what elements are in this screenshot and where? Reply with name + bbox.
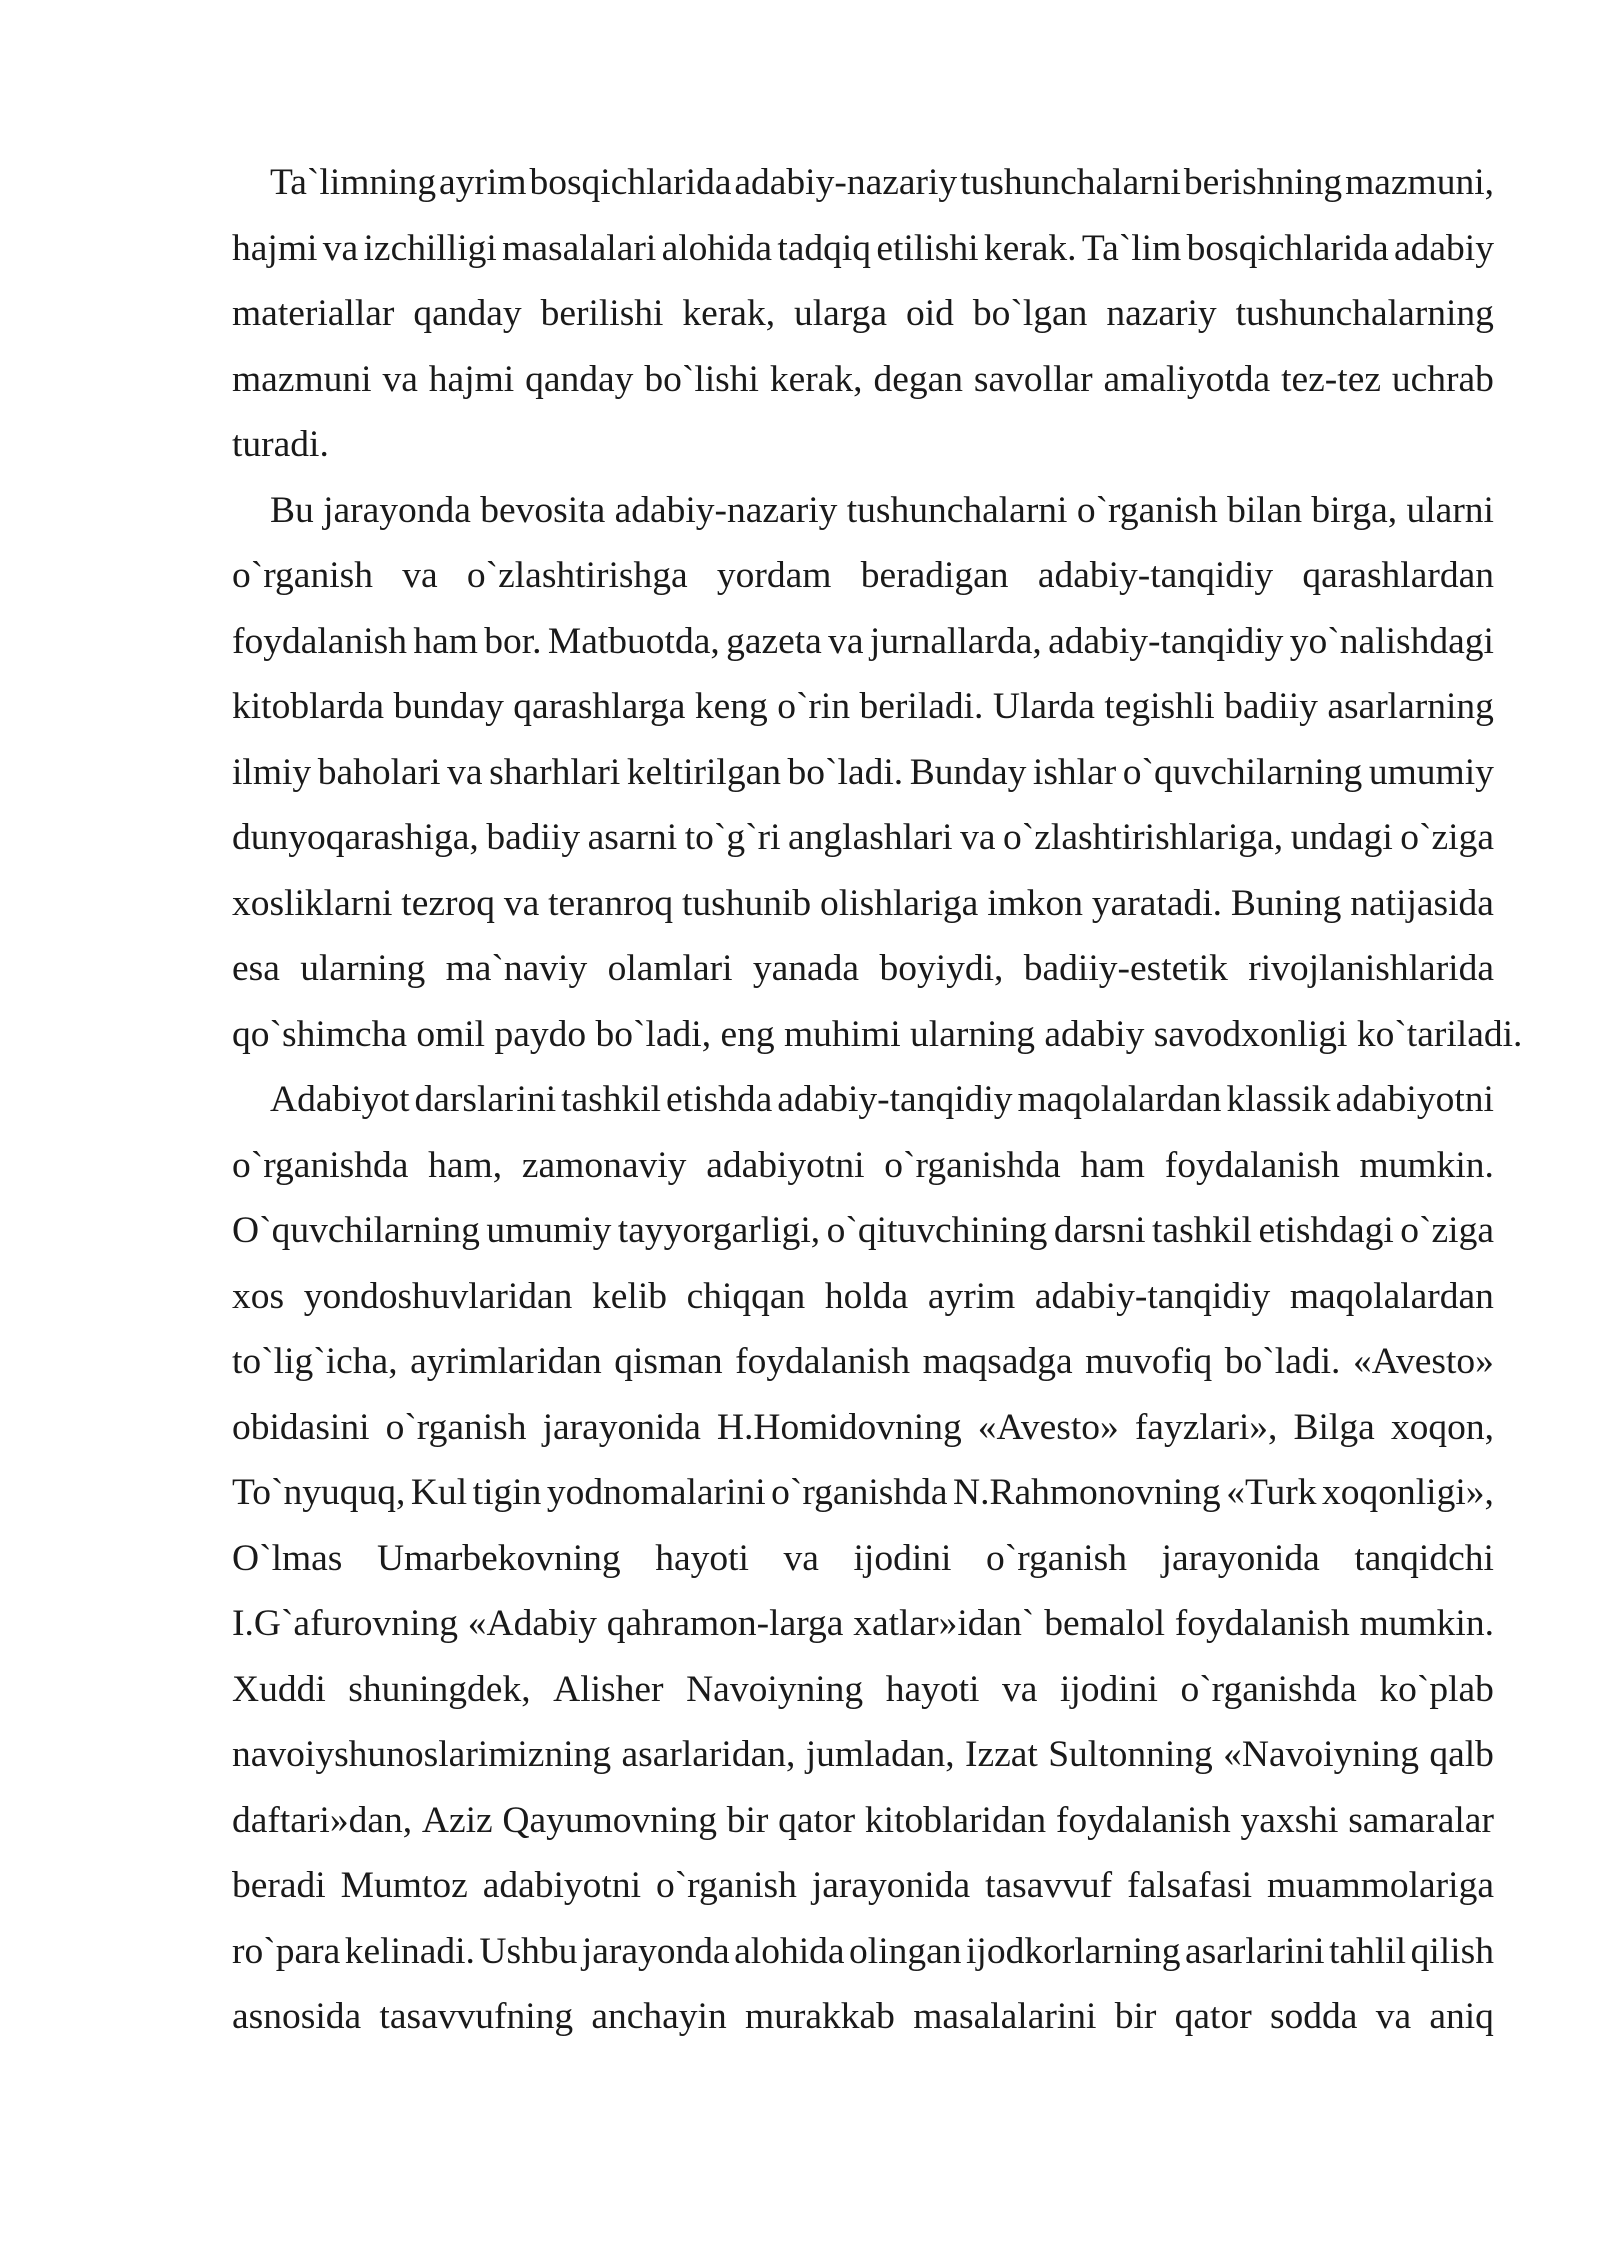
- paragraph-2: [232, 478, 1523, 1068]
- paragraph-1: [232, 150, 1494, 478]
- text-line: hajmi va izchilligi masalalari alohida tadqiq etilishi kerak. Ta`lim bosqichlarida adabiy: [232, 227, 1494, 269]
- text-line: O`quvchilarning umumiy tayyorgarligi, o`qituvchining darsni tashkil etishdagi o`ziga: [232, 1210, 1494, 1251]
- text-line: ilmiy baholari va sharhlari keltirilgan bo`ladi. Bunday ishlar o`quvchilarning umumiy: [232, 751, 1494, 793]
- text-line: O`lmas Umarbekovning hayoti va ijodini o`rganish jarayonida tanqidchi: [232, 1537, 1494, 1579]
- text-line: To`nyuquq, Kul tigin yodnomalarini o`rganishda N.Rahmonovning «Turk xoqonligi»,: [232, 1472, 1494, 1513]
- paragraph-3: [232, 1067, 1494, 2050]
- text-line: Bu jarayonda bevosita adabiy-nazariy tushunchalarni o`rganish bilan birga, ularni: [270, 489, 1494, 531]
- text-line: asnosida tasavvufning anchayin murakkab masalalarini bir qator sodda va aniq: [232, 1996, 1494, 2037]
- text-line: o`rganish va o`zlashtirishga yordam beradigan adabiy-tanqidiy qarashlardan: [232, 555, 1494, 596]
- text-line: foydalanish ham bor. Matbuotda, gazeta va jurnallarda, adabiy-tanqidiy yo`nalishdagi: [232, 620, 1494, 662]
- text-line: esa ularning ma`naviy olamlari yanada boyiydi, badiiy-estetik rivojlanishlarida: [232, 948, 1494, 989]
- text-line: mazmuni va hajmi qanday bo`lishi kerak, degan savollar amaliyotda tez-tez uchrab: [232, 358, 1494, 400]
- text-line: turadi.: [232, 424, 329, 465]
- text-line: o`rganishda ham, zamonaviy adabiyotni o`rganishda ham foydalanish mumkin.: [232, 1144, 1494, 1186]
- text-line: dunyoqarashiga, badiiy asarni to`g`ri anglashlari va o`zlashtirishlariga, undagi o`ziga: [232, 817, 1494, 858]
- text-line: Xuddi shuningdek, Alisher Navoiyning hayoti va ijodini o`rganishda ko`plab: [232, 1668, 1494, 1710]
- text-line: kitoblarda bunday qarashlarga keng o`rin beriladi. Ularda tegishli badiiy asarlarning: [232, 686, 1494, 727]
- text-line: to`lig`icha, ayrimlaridan qisman foydalanish maqsadga muvofiq bo`ladi. «Avesto»: [232, 1341, 1494, 1382]
- text-line: xos yondoshuvlaridan kelib chiqqan holda ayrim adabiy-tanqidiy maqolalardan: [232, 1275, 1494, 1317]
- text-line: obidasini o`rganish jarayonida H.Homidovning «Avesto» fayzlari», Bilga xoqon,: [232, 1406, 1494, 1448]
- text-line: ro`para kelinadi. Ushbu jarayonda alohida olingan ijodkorlarning asarlarini tahlil qilish: [232, 1930, 1494, 1972]
- text-line: navoiyshunoslarimizning asarlaridan, jumladan, Izzat Sultonning «Navoiyning qalb: [232, 1734, 1494, 1775]
- text-line: daftari»dan, Aziz Qayumovning bir qator kitoblaridan foydalanish yaxshi samaralar: [232, 1799, 1494, 1841]
- text-line: materiallar qanday berilishi kerak, ularga oid bo`lgan nazariy tushunchalarning: [232, 293, 1494, 334]
- text-line: qo`shimcha omil paydo bo`ladi, eng muhimi ularning adabiy savodxonligi ko`tariladi.: [232, 1013, 1523, 1055]
- text-line: I.G`afurovning «Adabiy qahramon-larga xatlar»idan` bemalol foydalanish mumkin.: [232, 1603, 1494, 1644]
- document-body: [232, 150, 1523, 2050]
- text-line: beradi Mumtoz adabiyotni o`rganish jarayonida tasavvuf falsafasi muammolariga: [232, 1865, 1494, 1906]
- text-line: Adabiyot darslarini tashkil etishda adabiy-tanqidiy maqolalardan klassik adabiyotni: [270, 1079, 1494, 1120]
- text-line: Ta`limning ayrim bosqichlarida adabiy-nazariy tushunchalarni berishning mazmuni,: [270, 162, 1494, 203]
- text-line: xosliklarni tezroq va teranroq tushunib olishlariga imkon yaratadi. Buning natijasida: [232, 882, 1494, 924]
